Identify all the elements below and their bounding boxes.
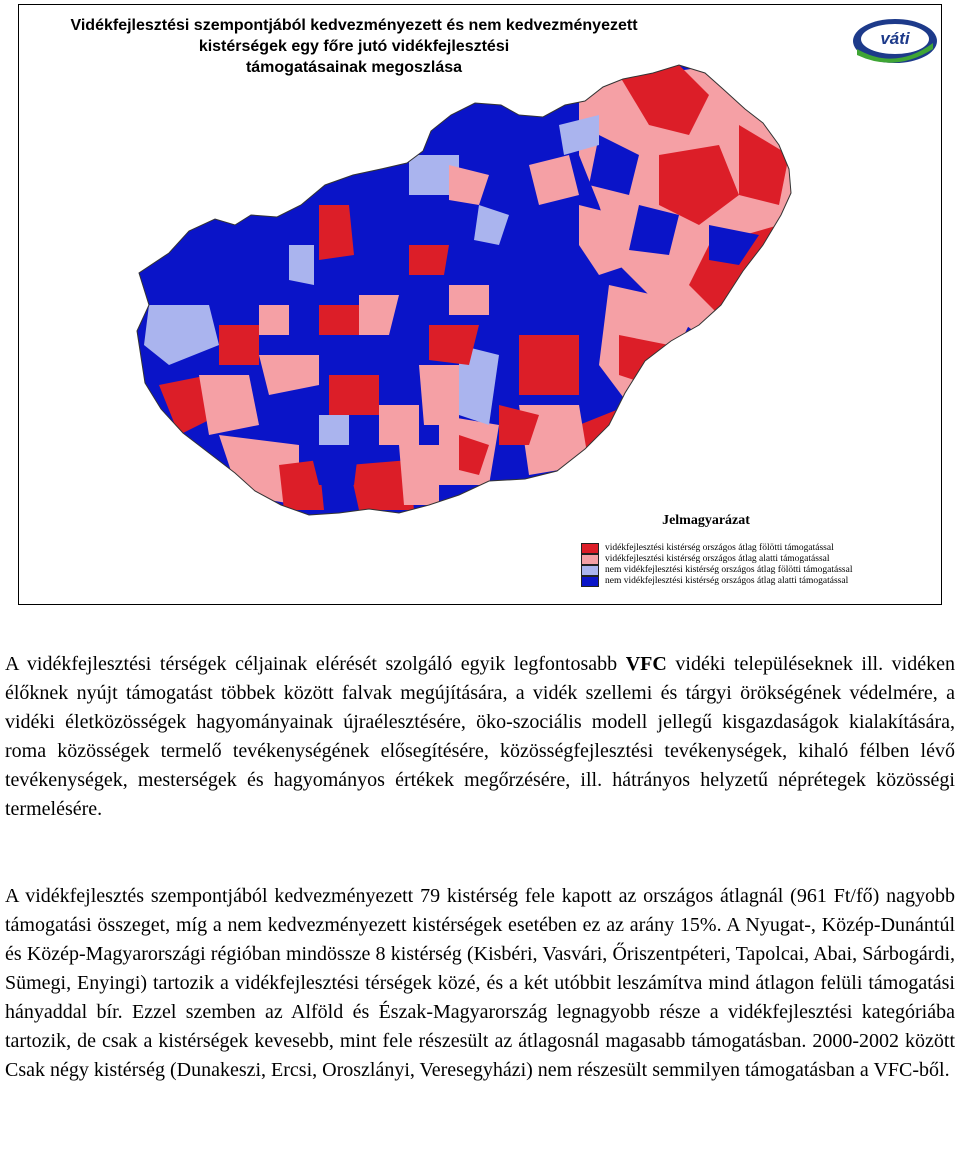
legend-item (581, 576, 931, 587)
body-paragraph-1 (5, 650, 955, 824)
figure-title-line: támogatásainak megoszlása (245, 59, 463, 76)
legend-label: nem vidékfejlesztési kistérség országos átlag fölötti támogatással (605, 565, 853, 575)
paragraph-text: A vidékfejlesztés szempontjából kedvezményezett 79 kistérség fele kapott az országos átlagnál (961 Ft/fő) nagyobb támogatási összeget, míg a nem kedvezményezett kistérségek esetében ez az arány 15%. A Nyugat-, Közép-Dunántúl és Közép-Magyarországi régióban mindössze 8 kistérség (Kisbéri, Vasvári, Őriszentpéteri, Tapolcai, Abai, Sárbogárdi, Sümegi, Enyingi) tartozik a vidékfejlesztési térségek közé, és a két utóbbit leszámítva mind átlagon felüli támogatási hányaddal bír. Ezzel szemben az Alföld és Észak-Magyarország legnagyobb része a vidékfejlesztési kategóriába tartozik, de csak a kistérségek kevesebb, mint fele részesült az átlagosnál magasabb támogatásban. 2000-2002 között Csak négy kistérség (Dunakeszi, Ercsi, Oroszlányi, Veresegyházi) nem részesült semmilyen támogatásban a VFC-ből. (5, 885, 955, 1081)
legend-swatch (581, 565, 599, 576)
figure-title (29, 15, 679, 78)
figure-title-line: kistérségek egy főre jutó vidékfejlesztési (198, 38, 510, 55)
legend-label: vidékfejlesztési kistérség országos átlag fölötti támogatással (605, 543, 834, 553)
legend-item (581, 565, 931, 576)
map-legend (581, 513, 931, 587)
legend-item (581, 554, 931, 565)
legend-label: vidékfejlesztési kistérség országos átlag alatti támogatással (605, 554, 830, 564)
legend-swatch (581, 554, 599, 565)
legend-item (581, 543, 931, 554)
paragraph-bold-text: VFC (625, 653, 667, 675)
body-paragraph-2 (5, 882, 955, 1085)
legend-label: nem vidékfejlesztési kistérség országos átlag alatti támogatással (605, 576, 849, 586)
paragraph-text: A vidékfejlesztési térségek céljainak elérését szolgáló egyik legfontosabb (5, 653, 626, 675)
paragraph-text: vidéki településeknek ill. vidéken élőknek nyújt támogatást többek között falvak megújítására, a vidék szellemi és tárgyi örökségének védelmére, a vidéki életközösségek hagyományainak újraélesztésére, öko-szociális modell jellegű kisgazdaságok kialakítására, roma közösségek termelő tevékenységének elősegítésére, közösségfejlesztési tevékenységek, kihaló félben lévő tevékenységek, mesterségek és hagyományos értékek megőrzésére, ill. hátrányos helyzetű néprétegek közösségi termelésére. (5, 653, 955, 820)
legend-title: Jelmagyarázat (662, 513, 750, 528)
svg-text:váti: váti (880, 29, 910, 48)
legend-swatch (581, 543, 599, 554)
vati-logo (851, 13, 939, 67)
legend-swatch (581, 576, 599, 587)
figure-title-line: Vidékfejlesztési szempontjából kedvezményezett és nem kedvezményezett (70, 17, 638, 34)
map-figure (18, 4, 942, 605)
